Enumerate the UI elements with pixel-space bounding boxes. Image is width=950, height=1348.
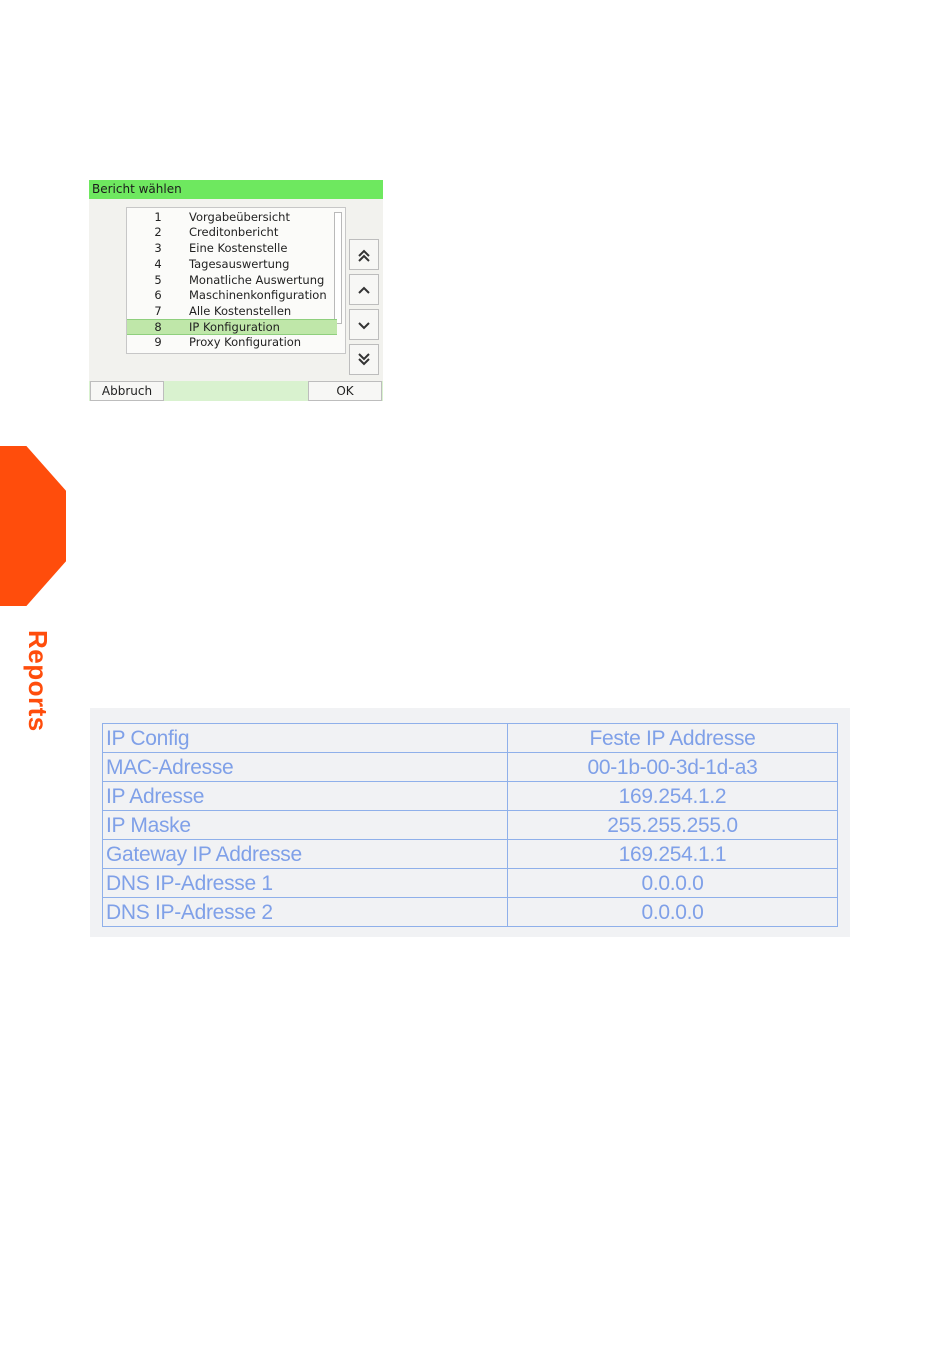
- list-item-number: 5: [154, 273, 162, 287]
- row-value: 0.0.0.0: [508, 869, 838, 898]
- list-item[interactable]: [127, 240, 337, 256]
- list-item-label: Maschinenkonfiguration: [189, 288, 327, 302]
- row-value: 255.255.255.0: [508, 811, 838, 840]
- table-row: [103, 782, 838, 811]
- list-item-label: Alle Kostenstellen: [189, 304, 292, 318]
- table-row: [103, 753, 838, 782]
- row-key: DNS IP-Adresse 2: [103, 898, 508, 927]
- table-row: [103, 724, 838, 753]
- screen-title: Bericht wählen: [89, 180, 383, 199]
- row-key: IP Adresse: [103, 782, 508, 811]
- section-tab: [0, 446, 66, 606]
- list-item-label: Monatliche Auswertung: [189, 273, 325, 287]
- page-down-button[interactable]: [349, 344, 379, 375]
- list-item-label: Proxy Konfiguration: [189, 335, 302, 349]
- list-item-label: Eine Kostenstelle: [189, 241, 288, 255]
- page-up-button[interactable]: [349, 239, 379, 270]
- list-item[interactable]: [127, 287, 337, 303]
- list-item[interactable]: [127, 303, 337, 319]
- list-item-label: Tagesauswertung: [189, 257, 290, 271]
- list-item-number: 7: [154, 304, 162, 318]
- list-item-selected[interactable]: [127, 319, 337, 335]
- ok-button[interactable]: OK: [308, 381, 382, 401]
- scroll-up-button[interactable]: [349, 274, 379, 305]
- list-item-label: Creditonbericht: [189, 225, 279, 239]
- row-value: 169.254.1.2: [508, 782, 838, 811]
- cancel-button[interactable]: Abbruch: [90, 381, 164, 401]
- table-row: [103, 898, 838, 927]
- list-item-number: 8: [154, 320, 162, 334]
- ip-config-report: [90, 708, 850, 937]
- row-key: Gateway IP Addresse: [103, 840, 508, 869]
- list-item-number: 3: [154, 241, 162, 255]
- list-item-number: 1: [154, 210, 162, 224]
- row-key: MAC-Adresse: [103, 753, 508, 782]
- list-item-label: Vorgabeübersicht: [189, 210, 290, 224]
- chevron-up-icon: [356, 283, 372, 297]
- list-item[interactable]: [127, 209, 337, 225]
- table-row: [103, 811, 838, 840]
- section-label: Reports: [23, 630, 53, 732]
- row-value: Feste IP Addresse: [508, 724, 838, 753]
- table-row: [103, 869, 838, 898]
- table-row: [103, 840, 838, 869]
- row-value: 00-1b-00-3d-1d-a3: [508, 753, 838, 782]
- list-item-number: 9: [154, 335, 162, 349]
- list-item[interactable]: [127, 256, 337, 272]
- list-item[interactable]: [127, 334, 337, 350]
- ip-config-table: [102, 723, 838, 927]
- double-chevron-down-icon: [356, 353, 372, 367]
- row-key: IP Maske: [103, 811, 508, 840]
- row-key: DNS IP-Adresse 1: [103, 869, 508, 898]
- double-chevron-up-icon: [356, 248, 372, 262]
- chevron-down-icon: [356, 318, 372, 332]
- report-list[interactable]: [126, 207, 346, 354]
- row-value: 0.0.0.0: [508, 898, 838, 927]
- list-item[interactable]: [127, 224, 337, 240]
- row-key: IP Config: [103, 724, 508, 753]
- device-screen: [89, 180, 383, 401]
- list-item[interactable]: [127, 272, 337, 288]
- scroll-down-button[interactable]: [349, 309, 379, 340]
- list-item-label: IP Konfiguration: [189, 320, 280, 334]
- list-item-number: 2: [154, 225, 162, 239]
- row-value: 169.254.1.1: [508, 840, 838, 869]
- list-item-number: 4: [154, 257, 162, 271]
- list-item-number: 6: [154, 288, 162, 302]
